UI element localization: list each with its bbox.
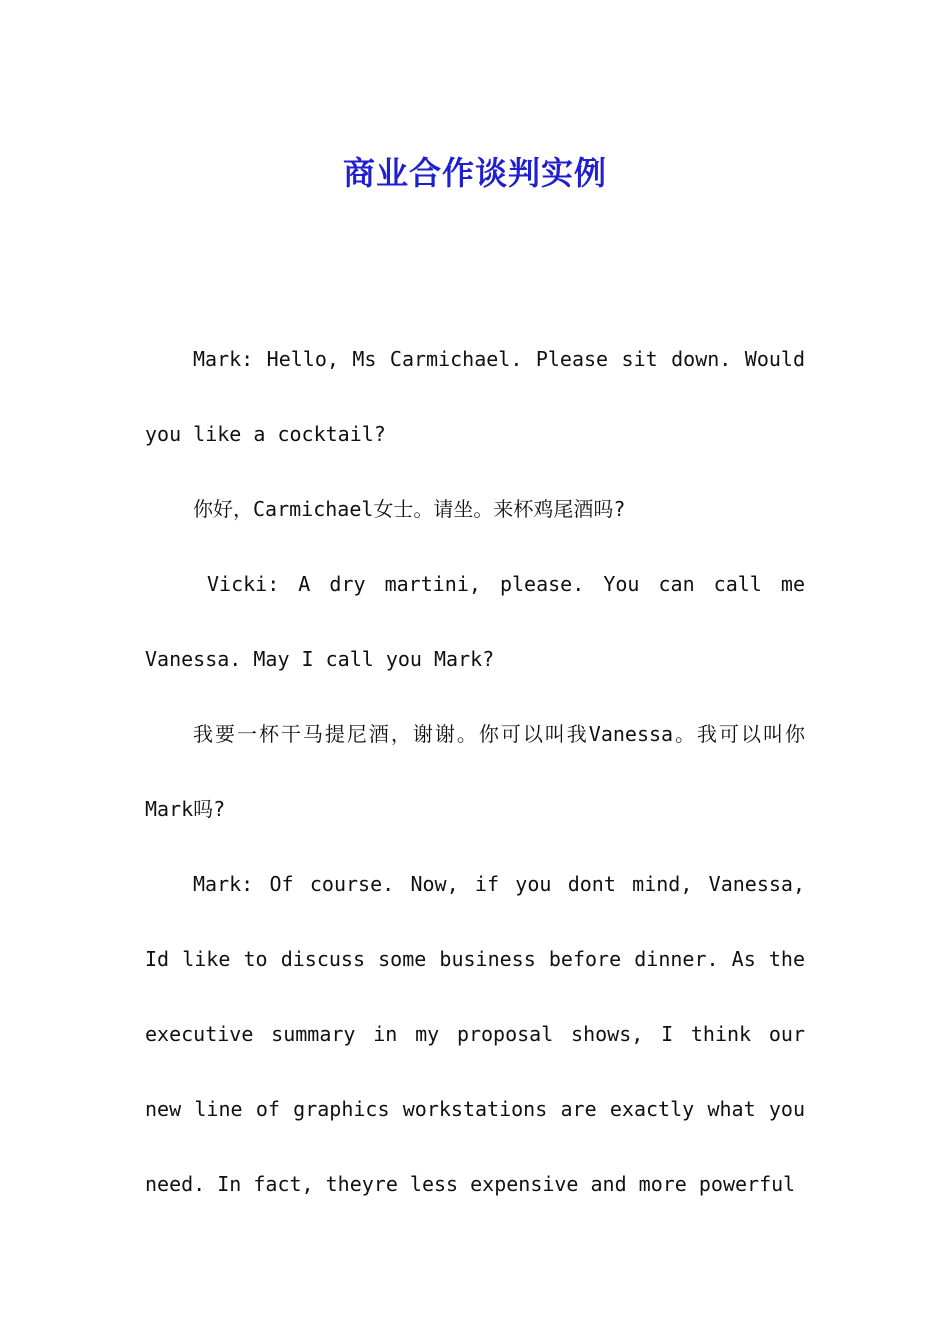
paragraph-mark-business: Mark: Of course. Now, if you dont mind, Vanessa, Id like to discuss some business before dinner. As the executive summary in my proposal shows, I think our new line of graphics workstations are exactly what you need. In fact, theyre less expensive and more powerful (145, 872, 805, 1196)
paragraph-mark-greeting-translation: 你好，Carmichael女士。请坐。来杯鸡尾酒吗? (193, 497, 626, 521)
paragraph-mark-greeting: Mark: Hello, Ms Carmichael. Please sit down. Would you like a cocktail? (145, 347, 805, 446)
paragraph-vicki-reply: Vicki: A dry martini, please. You can call me Vanessa. May I call you Mark? (145, 572, 805, 671)
document-title: 商业合作谈判实例 (342, 154, 607, 193)
paragraph-vicki-reply-translation: 我要一杯干马提尼酒，谢谢。你可以叫我Vanessa。我可以叫你 Mark吗? (145, 722, 805, 821)
document-body (145, 322, 805, 1222)
